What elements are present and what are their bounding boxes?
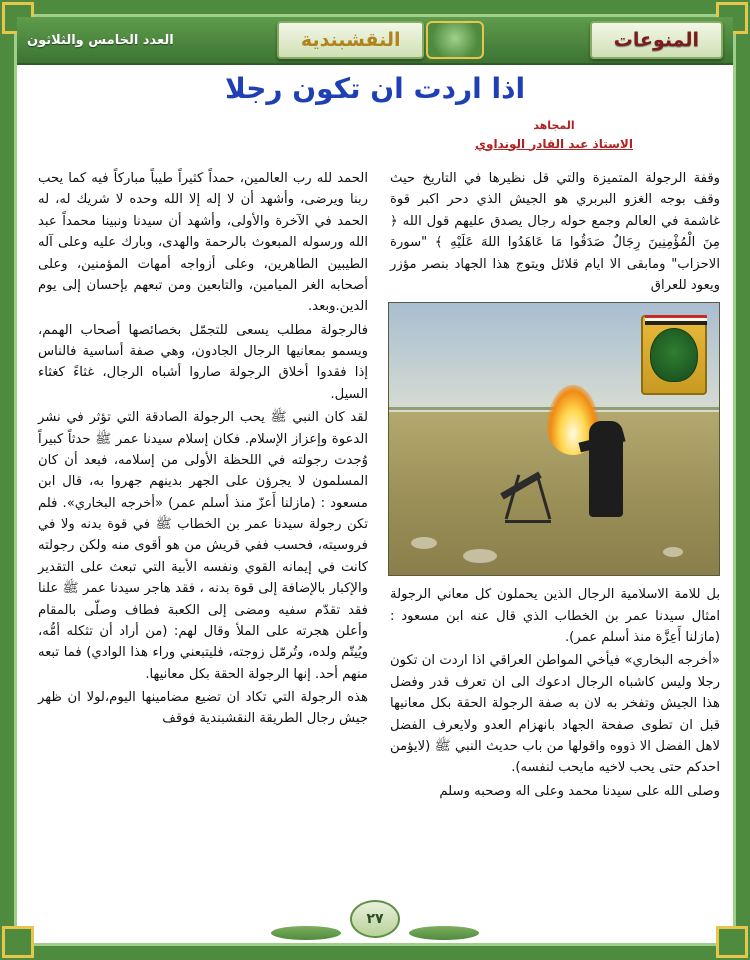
iraq-map-shape: [650, 328, 698, 382]
byline-author: الاستاذ عبد القادر الونداوي: [475, 136, 633, 151]
iraq-map-badge-icon: [641, 315, 707, 395]
photo-soldier: [589, 421, 623, 517]
section-ribbon: [590, 21, 723, 59]
header-brand-title: النقشبندية: [300, 29, 401, 51]
header-section-ribbon: [590, 21, 723, 59]
brand-ribbon: [277, 21, 425, 59]
header-issue-label: العدد الخامس والثلاثون: [27, 32, 174, 48]
paragraph: وقفة الرجولة المتميزة والتي قل نظيرها في التاريخ حيث وقف بوجه الغزو البربري هو الجيش الذي دحر اكبر قوة غاشمة في العالم وجمع حوله رجال يصدق عليهم قول الله ﴿ مِنَ الْمُؤْمِنِينَ رِجَالٌ صَدَقُوا مَا عَاهَدُوا اللهَ عَلَيْهِ ﴾ "سورة الاحزاب" ومابقى الا ايام قلائل ويتوج هذا الجهاد بنصر مؤزر ويعود للعراق: [390, 171, 720, 293]
paragraph: بل للامة الاسلامية الرجال الذين يحملون كل معاني الرجولة امثال سيدنا عمر بن الخطاب الذي قال عنه ابن مسعود : (مازلنا أَعِزَّة منذ أسلم عمر).: [390, 587, 720, 645]
byline: [394, 118, 714, 153]
column-right: [390, 168, 720, 920]
column-left: [38, 168, 368, 920]
paragraph: لقد كان النبي ﷺ يحب الرجولة الصادقة التي تؤثر في نشر الدعوة وإعزاز الإسلام. فكان إسلام سيدنا عمر ﷺ حدثاً كبيراً وُجدت رجولته في اللحظة الأولى من إسلامه، فبعد أن كان المسلمون لا يجرؤن على الجهر بدينهم جهروا به، قال ابن مسعود : (مازلنا أَعزّ منذ أسلم عمر) «أخرجه البخاري». فلم تكن رجولة سيدنا عمر بن الخطاب ﷺ في قوة بدنه ولا في فروسيته، فحسب ففي قريش من هو أقوى منه ولكن رجولته كانت في إيمانه القوي ونفسه الأبية التي تبعث على التقدير والإكبار بالإضافة إلى قوة بدنه ، فقد هاجر سيدنا عمر ﷺ علنا فقد تقدّم سفيه ومضى إلى الكعبة فطاف وصلّى بالمقام وأعلن هجرته على الملأ وقال لهم: (من أراد أن تثكله أمُّه، ويُيتّم ولده، وتُرمّل زوجته، فليتبعني وراء هذا الوادي) فما تبعه منهم أحد. إنها الرجولة الحقة بكل معانيها.: [38, 410, 368, 682]
corner-ornament-bottom-left: [2, 926, 34, 958]
iraq-flag-stripes-icon: [645, 315, 707, 325]
mortar-firing-photo: [388, 302, 720, 576]
paragraph: «أخرجه البخاري» فيأخي المواطن العراقي اذا اردت ان تكون رجلا وليس كاشباه الرجال ادعوك الى ان تعرف قدر وفضل هذا الجيش وتفخر به لان به صفة الرجولة الحقة بكل معانيها قبل ان تطوى صفحة الجهاد بانهزام العدو ولايعرف الفضل لاهل الفضل الا ذووه واقولها من باب حديث النبي ﷺ (لايؤمن احدكم حتى يحب لاخيه مايحب لنفسه).: [390, 653, 720, 776]
footer-leaf-left-icon: [271, 926, 341, 940]
header-section-title: المنوعات: [613, 29, 699, 51]
paragraph: فالرجولة مطلب يسعى للتجمّل بخصائصها أصحاب الهمم، ويسمو بمعانيها الرجال الجادون، وهي صفة أساسية فالناس إذا فقدوا أخلاق الرجولة صاروا أشباه الرجال، غثاءً كغثاء السيل.: [38, 322, 368, 402]
footer-leaf-right-icon: [409, 926, 479, 940]
page-number-badge: ٢٧: [350, 900, 400, 938]
byline-subtitle: المجاهد: [533, 119, 575, 132]
page-header: [17, 17, 733, 65]
leaf-emblem-icon: [426, 21, 484, 59]
corner-ornament-bottom-right: [716, 926, 748, 958]
page-title: اذا اردت ان تكون رجلا: [224, 72, 526, 105]
header-center-group: [277, 21, 487, 59]
article-body: [30, 168, 720, 920]
paragraph: هذه الرجولة التي تكاد ان تضيع مضامينها اليوم،لولا ان ظهر جيش رجال الطريقة النقشبندية فوقف: [38, 690, 368, 727]
paragraph: الحمد لله رب العالمين، حمداً كثيراً طيباً مباركاً فيه كما يحب ربنا ويرضى، وأشهد أن لا إله إلا الله وحده لا شريك له، له الحمد في الآخرة والأولى، وأشهد أن سيدنا ونبينا محمداً عبد الله ورسوله المبعوث بالرحمة والهدى، وبارك عليه وعلى آله الطيبين الطاهرين، وعلى أزواجه أمهات المؤمنين، وعلى أصحابه الغر الميامين، والتابعين ومن تبعهم بإحسان إلى يوم الدين.وبعد.: [38, 171, 368, 315]
paragraph: وصلى الله على سيدنا محمد وعلى اله وصحبه وسلم: [439, 783, 720, 799]
